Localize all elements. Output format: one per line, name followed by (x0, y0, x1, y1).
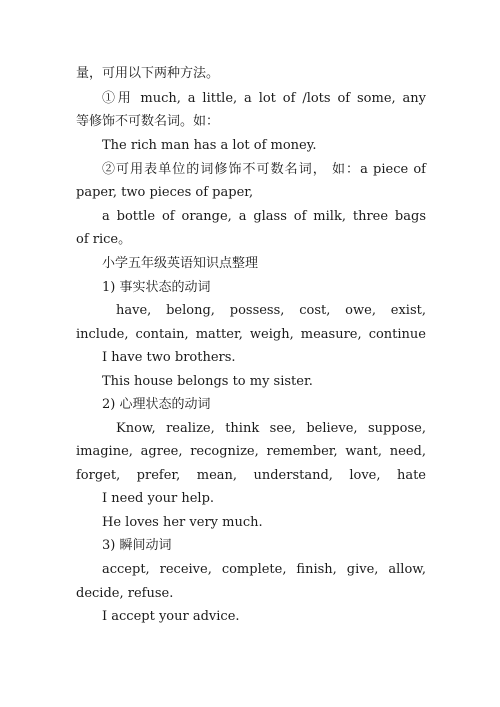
subheading-1: 1) 事实状态的动词 (102, 280, 211, 295)
example-sentence-2: This house belongs to my sister. (102, 374, 313, 389)
text-line-7: a bottle of orange, a glass of milk, three bags (102, 209, 426, 224)
text-line-6: paper, two pieces of paper, (76, 185, 254, 200)
subheading-2: 2) 心理状态的动词 (102, 397, 211, 412)
text-line-12: include, contain, matter, weigh, measure, continue (76, 327, 426, 342)
example-sentence-3: I need your help. (102, 491, 215, 506)
section-heading: 小学五年级英语知识点整理 (102, 256, 259, 271)
subheading-3: 3) 瞬间动词 (102, 538, 172, 553)
text-line-8: of rice。 (76, 232, 132, 247)
text-line-23: decide, refuse. (76, 586, 174, 601)
text-line-2: ①用 much, a little, a lot of /lots of some, any (102, 91, 426, 106)
text-line-4: The rich man has a lot of money. (102, 138, 317, 153)
text-line-18: forget, prefer, mean, understand, love, hate (76, 468, 426, 483)
text-line-11: have, belong, possess, cost, owe, exist, (116, 303, 426, 318)
text-line-22: accept, receive, complete, finish, give, allow, (102, 562, 426, 577)
text-line-5: ②可用表单位的词修饰不可数名词， 如：a piece of (102, 162, 426, 177)
example-sentence-5: I accept your advice. (102, 609, 240, 624)
text-line-3: 等修饰不可数名词。如： (76, 114, 220, 129)
text-line-17: imagine, agree, recognize, remember, want, need, (76, 444, 426, 459)
text-line-16: Know, realize, think see, believe, suppose, (116, 421, 426, 436)
example-sentence-1: I have two brothers. (102, 350, 236, 365)
example-sentence-4: He loves her very much. (102, 515, 263, 530)
text-line-1: 量，可用以下两种方法。 (76, 66, 220, 81)
